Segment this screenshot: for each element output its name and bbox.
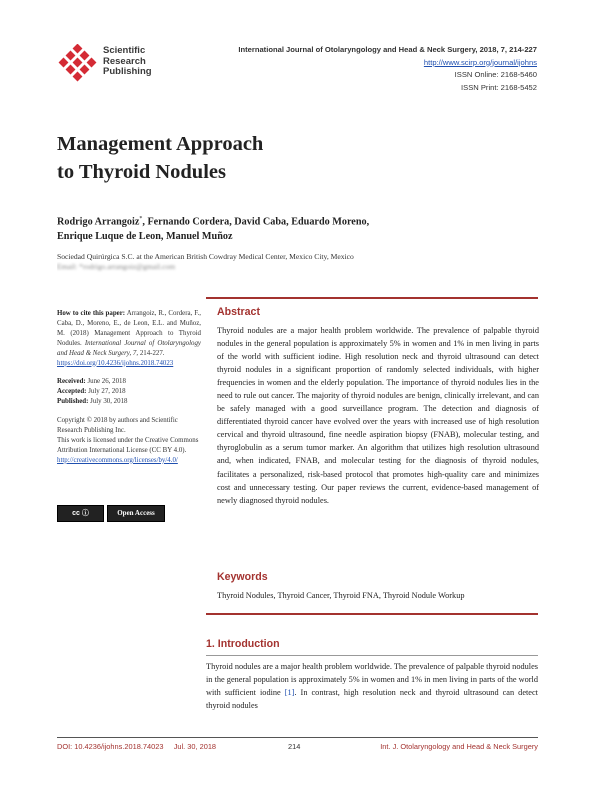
keywords-text: Thyroid Nodules, Thyroid Cancer, Thyroid FNA, Thyroid Nodule Workup	[217, 591, 465, 600]
cc-by-badge-icon[interactable]: cc ⓘ	[57, 505, 104, 522]
article-title	[57, 130, 263, 186]
corresponding-mark: *	[139, 216, 143, 222]
footer-doi-date	[57, 742, 216, 751]
reference-link[interactable]: [1]	[284, 688, 295, 698]
email-redacted	[57, 262, 217, 273]
footer-doi: DOI: 10.4236/ijohns.2018.74023	[57, 742, 164, 751]
issn-online: ISSN Online: 2168-5460	[454, 70, 537, 79]
doi-link[interactable]: https://doi.org/10.4236/ijohns.2018.74023	[57, 359, 174, 367]
accepted-label: Accepted:	[57, 388, 87, 396]
publisher-line-2: Research	[103, 55, 146, 67]
cite-journal: International Journal of Otolaryngology and Head & Neck Surgery,	[57, 339, 201, 357]
corresponding-author: Rodrigo Arrangoiz	[57, 216, 140, 228]
article-sidebar	[57, 309, 201, 466]
received-date: June 26, 2018	[87, 378, 126, 386]
received-label: Received:	[57, 378, 86, 386]
published-date: July 30, 2018	[90, 398, 128, 406]
keywords-heading: Keywords	[217, 571, 268, 583]
copyright-text: Copyright © 2018 by authors and Scientific Research Publishing Inc.	[57, 417, 178, 435]
page-number: 214	[288, 742, 301, 751]
license-badges	[57, 505, 165, 522]
footer-date: Jul. 30, 2018	[173, 742, 217, 751]
publisher-line-3: Publishing	[103, 66, 152, 77]
introduction-text	[206, 660, 538, 712]
accepted-date: July 27, 2018	[88, 388, 126, 396]
abstract-bottom-rule	[206, 613, 538, 615]
footer-journal: Int. J. Otolaryngology and Head & Neck Surgery	[380, 742, 538, 751]
footer-rule	[57, 737, 538, 738]
title-line-1: Management Approach	[57, 133, 264, 155]
scirp-logo-icon	[57, 44, 99, 86]
cite-label: How to cite this paper:	[57, 310, 126, 317]
publisher-name	[103, 46, 152, 78]
author-list	[57, 212, 537, 244]
affiliation: Sociedad Quirúrgica S.C. at the American British Cowdray Medical Center, Mexico City, Mexico	[57, 252, 354, 261]
issn-print: ISSN Print: 2168-5452	[461, 82, 537, 92]
cite-volume: 7,	[132, 349, 139, 357]
how-to-cite	[57, 309, 201, 368]
cite-authors: Arrangoiz, R., Cordera, F., Caba, D., Moreno, E., de Leon, E.L. and Muñoz, M. (2018) Management Approach to Thyroid Nodules.	[57, 310, 202, 347]
authors-line-1: , Fernando Cordera, David Caba, Eduardo Moreno,	[142, 216, 370, 228]
intro-text-part-1: Thyroid nodules are a major health problem worldwide. The prevalence of palpable thyroid nodules in the general population is approximately 5% in women and 1% in men living in parts of the world with sufficient iodine	[206, 662, 538, 698]
journal-citation: International Journal of Otolaryngology and Head & Neck Surgery, 2018, 7, 214-227	[238, 45, 537, 54]
published-label: Published:	[57, 398, 89, 406]
journal-url-link[interactable]: http://www.scirp.org/journal/ijohns	[423, 57, 537, 67]
introduction-heading: 1. Introduction	[206, 638, 280, 650]
intro-text-part-2: . In contrast, high resolution neck and thyroid ultrasound can detect thyroid nodules	[206, 688, 538, 711]
license-url-link[interactable]: http://creativecommons.org/licenses/by/4.0/	[57, 456, 178, 464]
email-text: Email: *rodrigo.arrangoiz@gmail.com	[57, 262, 176, 271]
abstract-top-rule	[206, 297, 538, 299]
title-line-2: to Thyroid Nodules	[57, 161, 226, 183]
abstract-heading: Abstract	[217, 306, 260, 318]
journal-header	[238, 44, 537, 94]
article-dates	[57, 377, 201, 407]
authors-line-2: Enrique Luque de Leon, Manuel Muñoz	[57, 230, 233, 242]
copyright-notice	[57, 416, 201, 466]
open-access-badge[interactable]: Open Access	[107, 505, 165, 522]
introduction-rule	[206, 655, 538, 656]
abstract-text: Thyroid nodules are a major health problem worldwide. The prevalence of palpable thyroid nodules in the general population is approximately 5% in women and 1% in men living in parts of the world with sufficient iodine. High resolution neck and thyroid ultrasound can detect thyroid nodules in a significant proportion of randomly selected individuals, with higher frequencies in women and the elderly population. The importance of thyroid nodules lies in the need to rule out cancer. The majority of thyroid nodules are benign, clinically irrelevant, and can be safely managed with a good surveillance program. The detection and diagnosis of differentiated thyroid cancer have evolved over the years with increased use of high resolution cervical and thyroid ultrasound, fine needle aspiration biopsy (FNAB), molecular testing, and thyroglobulin as a serum tumor marker. An algorithm that utilizes high resolution ultrasound and, when indicated, FNAB, and molecular testing for the diagnosis of thyroid nodules, facilitates a personalized, risk-based protocol that promotes high-quality care and minimizes cost and unnecessary testing. Our paper reviews the current, evidence-based management of newly diagnosed thyroid nodules.	[217, 326, 539, 505]
license-text: This work is licensed under the Creative Commons Attribution International License (CC BY 4.0).	[57, 436, 199, 454]
publisher-line-1: Scientific	[103, 45, 146, 56]
cite-pages: 214-227.	[139, 349, 165, 357]
